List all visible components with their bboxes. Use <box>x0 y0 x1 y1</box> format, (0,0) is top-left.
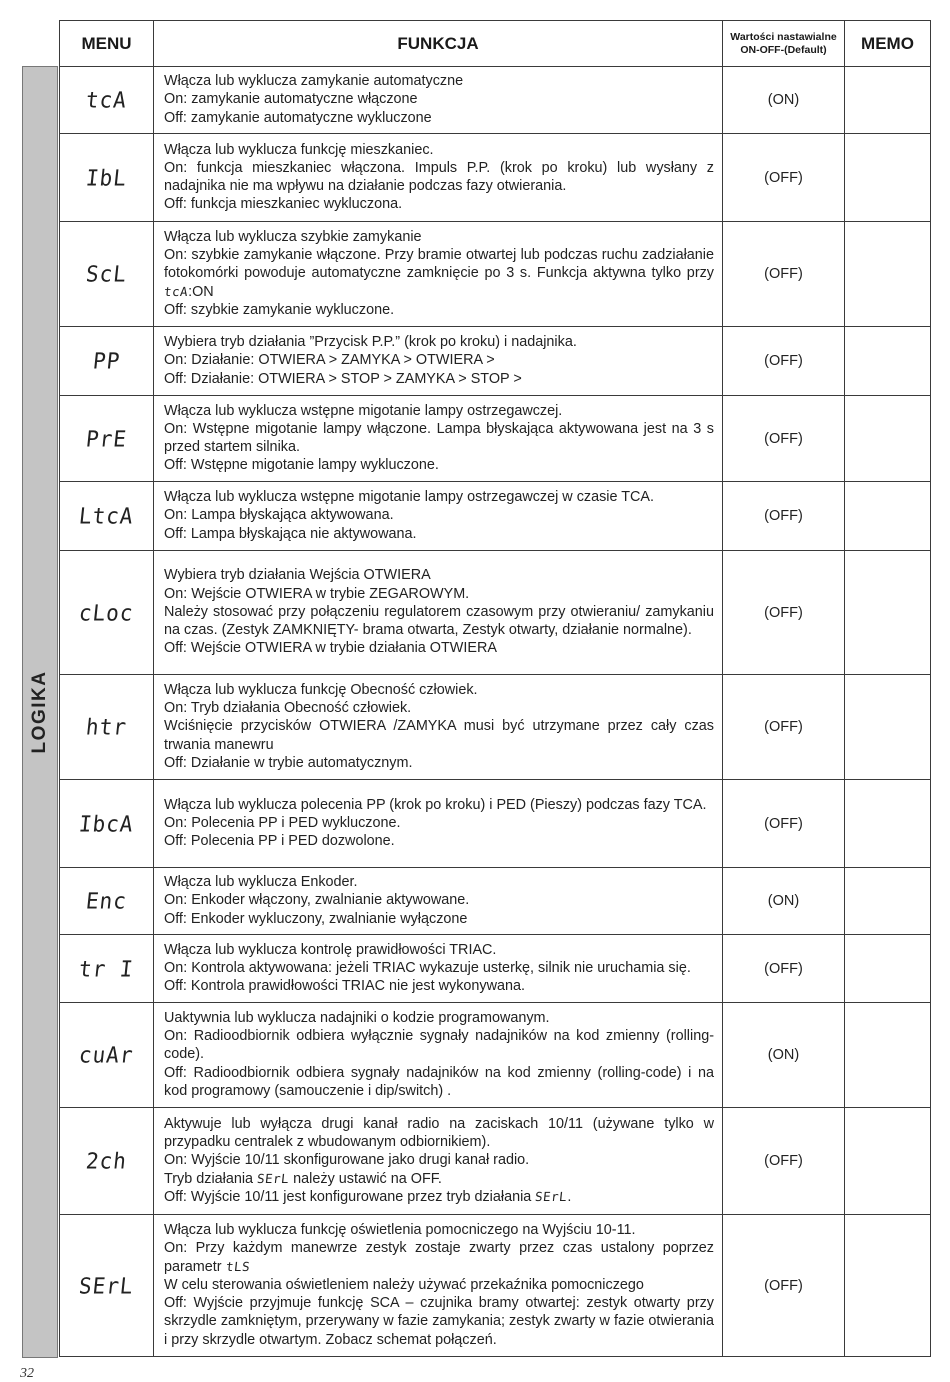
table-row <box>60 1108 931 1215</box>
default-value: (OFF) <box>723 396 845 482</box>
inline-code: tcA <box>163 283 189 299</box>
function-line: On: Radioodbiornik odbiera wyłącznie sygnały nadajników na kod zmienny (rolling-code). <box>164 1028 714 1063</box>
function-line: Włącza lub wyklucza wstępne migotanie lampy ostrzegawczej w czasie TCA. <box>164 489 655 506</box>
menu-code: IbL <box>84 164 129 191</box>
table-row <box>60 134 931 222</box>
menu-cell <box>60 396 154 482</box>
menu-code: tr I <box>77 955 136 982</box>
menu-code: cLoc <box>77 599 136 626</box>
function-line: On: Tryb działania Obecność człowiek. <box>164 700 412 717</box>
menu-cell <box>60 1108 154 1215</box>
function-line: On: Przy każdym manewrze zestyk zostaje zwarty przez czas ustalony poprzez parametr tLS <box>164 1240 714 1275</box>
function-line: Off: szybkie zamykanie wykluczone. <box>164 301 395 318</box>
inline-code: tLS <box>224 1258 251 1274</box>
function-line: On: Polecenia PP i PED wykluczone. <box>164 814 401 831</box>
memo-cell <box>845 327 931 396</box>
function-cell <box>154 1215 723 1357</box>
memo-cell <box>845 1108 931 1215</box>
table-row <box>60 327 931 396</box>
menu-code: IbcA <box>77 810 136 837</box>
table-row <box>60 935 931 1003</box>
default-value: (OFF) <box>723 551 845 675</box>
function-line: On: Wyjście 10/11 skonfigurowane jako drugi kanał radio. <box>164 1152 530 1169</box>
function-cell <box>154 1003 723 1108</box>
function-cell <box>154 935 723 1003</box>
function-line: On: Enkoder włączony, zwalnianie aktywowane. <box>164 892 470 909</box>
function-line: On: zamykanie automatyczne włączone <box>164 91 418 108</box>
memo-cell <box>845 868 931 935</box>
memo-cell <box>845 67 931 134</box>
table-row <box>60 1003 931 1108</box>
function-cell <box>154 780 723 868</box>
header-memo: MEMO <box>845 21 931 67</box>
memo-cell <box>845 780 931 868</box>
menu-code: PP <box>91 348 122 374</box>
header-values-line2: ON-OFF-(Default) <box>740 43 827 56</box>
function-cell <box>154 396 723 482</box>
function-line: Uaktywnia lub wyklucza nadajniki o kodzie programowanym. <box>164 1009 550 1026</box>
menu-cell <box>60 675 154 780</box>
function-line: On: funkcja mieszkaniec włączona. Impuls P.P. (krok po kroku) lub wysłany z nadajnika nie ma wpływu na działanie podczas fazy otwierania. <box>164 159 714 194</box>
memo-cell <box>845 1215 931 1357</box>
function-line: On: Lampa błyskająca aktywowana. <box>164 507 394 524</box>
default-value: (OFF) <box>723 327 845 396</box>
memo-cell <box>845 222 931 327</box>
default-value: (ON) <box>723 67 845 134</box>
memo-cell <box>845 482 931 551</box>
menu-cell <box>60 327 154 396</box>
function-line: Włącza lub wyklucza funkcję oświetlenia pomocniczego na Wyjściu 10-11. <box>164 1222 636 1239</box>
function-line: Włącza lub wyklucza funkcję mieszkaniec. <box>164 141 434 158</box>
table-row <box>60 222 931 327</box>
function-cell <box>154 67 723 134</box>
menu-code: Enc <box>84 888 129 914</box>
menu-cell <box>60 222 154 327</box>
table-row <box>60 67 931 134</box>
function-line: Tryb działania SErL należy ustawić na OFF. <box>164 1170 442 1187</box>
inline-code: SErL <box>534 1188 569 1204</box>
default-value: (ON) <box>723 1003 845 1108</box>
function-line: On: Wstępne migotanie lampy włączone. Lampa błyskająca aktywowana jest na 3 s przed startem silnika. <box>164 420 714 455</box>
function-line: Off: Kontrola prawidłowości TRIAC nie jest wykonywana. <box>164 978 525 995</box>
function-line: Off: Wstępne migotanie lampy wykluczone. <box>164 457 439 474</box>
function-cell <box>154 675 723 780</box>
function-cell <box>154 134 723 222</box>
function-line: Aktywuje lub wyłącza drugi kanał radio na zaciskach 10/11 (używane tylko w przypadku centralek z wbudowanym odbiornikiem). <box>164 1115 714 1151</box>
table-row <box>60 780 931 868</box>
function-line: Off: Wyjście 10/11 jest konfigurowane przez tryb działania SErL. <box>164 1188 572 1205</box>
function-line: Włącza lub wyklucza Enkoder. <box>164 874 358 891</box>
inline-code: SErL <box>256 1170 291 1186</box>
settings-table <box>59 20 931 1357</box>
function-line: Off: funkcja mieszkaniec wykluczona. <box>164 196 403 213</box>
function-line: Off: Radioodbiornik odbiera sygnały nadajników na kod zmienny (rolling-code) i na kod programowy (samouczenie i dip/switch) . <box>164 1064 714 1099</box>
header-row <box>60 21 931 67</box>
menu-code: htr <box>84 714 129 740</box>
menu-cell <box>60 868 154 935</box>
function-line: Włącza lub wyklucza szybkie zamykanie <box>164 228 422 245</box>
default-value: (OFF) <box>723 222 845 327</box>
default-value: (OFF) <box>723 1108 845 1215</box>
memo-cell <box>845 675 931 780</box>
function-line: Off: Wejście OTWIERA w trybie działania OTWIERA <box>164 640 497 657</box>
function-line: On: szybkie zamykanie włączone. Przy bramie otwartej lub podczas ruchu zadziałanie fotokomórki powoduje automatyczne zamknięcie po 3 s. Funkcja aktywna tylko przy tcA:ON <box>163 247 714 300</box>
memo-cell <box>845 935 931 1003</box>
header-values-line1: Wartości nastawialne <box>730 30 837 43</box>
function-cell <box>154 551 723 675</box>
header-values <box>723 21 845 67</box>
function-line: Off: Lampa błyskająca nie aktywowana. <box>164 525 417 542</box>
default-value: (OFF) <box>723 935 845 1003</box>
function-line: Off: Polecenia PP i PED dozwolone. <box>164 833 395 850</box>
memo-cell <box>845 134 931 222</box>
function-line: Off: zamykanie automatyczne wykluczone <box>164 109 432 126</box>
function-line: Off: Działanie: OTWIERA > STOP > ZAMYKA > STOP > <box>164 370 522 387</box>
menu-cell <box>60 482 154 551</box>
menu-code: 2ch <box>84 1148 129 1174</box>
function-line: Off: Wyjście przyjmuje funkcję SCA – czujnika bramy otwartej: zestyk otwarty przy skrzydle zamkniętym, przerywany w fazie zamykania; zestyk zwarty w fazie otwierania i przy skrzydle otwartym. Zobacz schemat połączeń. <box>164 1295 714 1348</box>
default-value: (OFF) <box>723 134 845 222</box>
function-cell <box>154 482 723 551</box>
table-row <box>60 396 931 482</box>
function-line: Wybiera tryb działania Wejścia OTWIERA <box>164 567 431 584</box>
menu-code: tcA <box>84 87 129 113</box>
function-line: On: Działanie: OTWIERA > ZAMYKA > OTWIERA > <box>164 352 495 369</box>
function-line: Wciśnięcie przycisków OTWIERA /ZAMYKA musi być utrzymane przez cały czas trwania manewru <box>164 718 714 753</box>
default-value: (OFF) <box>723 780 845 868</box>
function-line: Off: Działanie w trybie automatycznym. <box>164 754 413 771</box>
memo-cell <box>845 1003 931 1108</box>
function-line: Należy stosować przy połączeniu regulatorem czasowym przy otwieraniu/ zamykaniu na czas. (Zestyk ZAMKNIĘTY- brama otwarta, Zestyk otwarty, działanie normalne). <box>164 603 714 639</box>
menu-code: ScL <box>84 261 129 287</box>
menu-cell <box>60 134 154 222</box>
function-line: Włącza lub wyklucza polecenia PP (krok po kroku) i PED (Pieszy) podczas fazy TCA. <box>164 796 707 813</box>
menu-cell <box>60 551 154 675</box>
function-line: Włącza lub wyklucza kontrolę prawidłowości TRIAC. <box>164 941 497 958</box>
menu-code: cuAr <box>77 1042 136 1068</box>
section-sidebar <box>22 66 58 1358</box>
section-label: LOGIKA <box>29 670 50 754</box>
header-funkcja: FUNKCJA <box>154 21 723 67</box>
function-cell <box>154 222 723 327</box>
function-line: Włącza lub wyklucza zamykanie automatyczne <box>164 73 464 90</box>
header-menu: MENU <box>60 21 154 67</box>
function-line: Wybiera tryb działania ”Przycisk P.P.” (krok po kroku) i nadajnika. <box>164 334 577 351</box>
function-line: Włącza lub wyklucza wstępne migotanie lampy ostrzegawczej. <box>164 402 563 419</box>
function-line: Włącza lub wyklucza funkcję Obecność człowiek. <box>164 681 478 698</box>
menu-cell <box>60 1003 154 1108</box>
memo-cell <box>845 396 931 482</box>
table-row <box>60 675 931 780</box>
table-row <box>60 1215 931 1357</box>
function-line: W celu sterowania oświetleniem należy używać przekaźnika pomocniczego <box>164 1276 644 1293</box>
menu-cell <box>60 1215 154 1357</box>
page-number: 32 <box>20 1366 34 1381</box>
function-line: On: Wejście OTWIERA w trybie ZEGAROWYM. <box>164 585 470 602</box>
table-row <box>60 551 931 675</box>
table-row <box>60 868 931 935</box>
function-cell <box>154 327 723 396</box>
menu-cell <box>60 67 154 134</box>
table-row <box>60 482 931 551</box>
default-value: (OFF) <box>723 1215 845 1357</box>
function-line: On: Kontrola aktywowana: jeżeli TRIAC wykazuje usterkę, silnik nie uruchamia się. <box>164 959 691 976</box>
function-cell <box>154 868 723 935</box>
menu-code: SErL <box>77 1272 136 1299</box>
menu-cell <box>60 780 154 868</box>
menu-cell <box>60 935 154 1003</box>
memo-cell <box>845 551 931 675</box>
menu-code: PrE <box>84 425 129 452</box>
default-value: (OFF) <box>723 482 845 551</box>
function-cell <box>154 1108 723 1215</box>
menu-code: LtcA <box>77 503 136 529</box>
default-value: (OFF) <box>723 675 845 780</box>
default-value: (ON) <box>723 868 845 935</box>
function-line: Off: Enkoder wykluczony, zwalnianie wyłączone <box>164 910 468 927</box>
